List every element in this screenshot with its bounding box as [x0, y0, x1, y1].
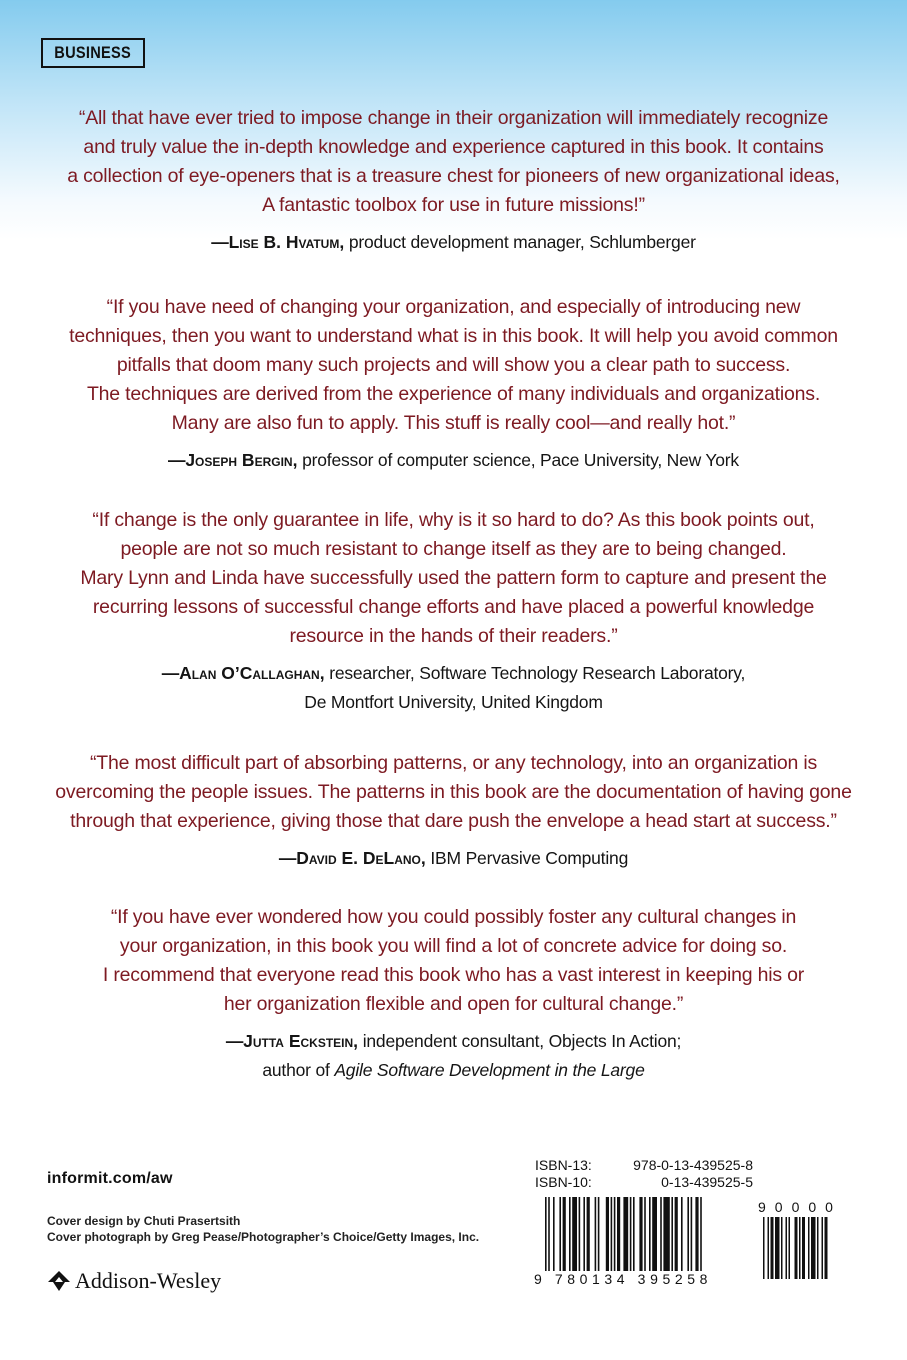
attribution-dash: —	[161, 663, 180, 683]
quote-line: overcoming the people issues. The patterns in this book are the documentation of having gone	[55, 781, 852, 803]
endorser-role: professor of computer science, Pace University, New York	[297, 450, 739, 470]
barcode-bar	[614, 1197, 616, 1271]
endorser-name: Jutta Eckstein,	[243, 1031, 359, 1051]
quote-attribution	[40, 659, 867, 717]
quote-line: The techniques are derived from the experience of many individuals and organizations.	[86, 383, 821, 405]
barcode-bar	[681, 1197, 683, 1271]
isbn-barcode	[531, 1155, 861, 1295]
cover-credits	[47, 1213, 479, 1245]
quote-line: “If you have need of changing your organization, and especially of introducing new	[106, 296, 801, 318]
barcode-bar	[649, 1197, 651, 1271]
barcode-bar	[569, 1197, 571, 1271]
author-of-prefix: author of	[262, 1060, 335, 1080]
endorsement-3	[40, 506, 867, 717]
barcode-bar	[579, 1197, 581, 1271]
barcode-bar	[553, 1197, 555, 1271]
quote-line: and truly value the in-depth knowledge and experience captured in this book. It contains	[83, 136, 824, 158]
endorser-role: independent consultant, Objects In Action;	[358, 1031, 682, 1051]
barcode-bar	[606, 1197, 609, 1271]
quote-line: “If you have ever wondered how you could possibly foster any cultural changes in	[110, 906, 797, 928]
quote-line: I recommend that everyone read this book who has a vast interest in keeping his or	[102, 964, 805, 986]
quote-line: through that experience, giving those that dare push the envelope a head start at success.”	[70, 810, 837, 832]
barcode-bar	[548, 1197, 550, 1279]
quote-line: her organization flexible and open for cultural change.”	[223, 993, 684, 1015]
barcode-main-digits: 9 780134 395258	[534, 1271, 712, 1287]
quote-line: “If change is the only guarantee in life, why is it so hard to do? As this book points out,	[92, 509, 815, 531]
endorser-name: Alan O’Callaghan,	[179, 663, 325, 683]
endorsement-5	[40, 903, 867, 1085]
endorser-role: IBM Pervasive Computing	[425, 848, 629, 868]
quote-attribution	[40, 446, 867, 475]
barcode-bar	[559, 1197, 561, 1271]
barcode-bar	[660, 1197, 662, 1271]
barcode-bar	[811, 1217, 816, 1279]
barcode-bar	[789, 1217, 791, 1279]
endorsement-1	[40, 104, 867, 257]
barcode-bar	[623, 1197, 628, 1279]
barcode-bar	[825, 1217, 828, 1279]
barcode-bar	[817, 1217, 819, 1279]
quote-line: A fantastic toolbox for use in future missions!”	[262, 194, 645, 216]
barcode-bar	[768, 1217, 770, 1279]
cover-design-credit: Cover design by Chuti Prasertsith	[47, 1214, 241, 1228]
quote-line: your organization, in this book you will find a lot of concrete advice for doing so.	[119, 935, 788, 957]
barcode-bar	[671, 1197, 673, 1271]
barcode-bar	[617, 1197, 620, 1279]
category-badge	[41, 38, 145, 68]
endorser-name: David E. DeLano,	[296, 848, 426, 868]
barcode-bar	[572, 1197, 577, 1271]
barcode-bar	[700, 1197, 702, 1279]
quote-line: “The most difficult part of absorbing patterns, or any technology, into an organization is	[89, 752, 818, 774]
endorser-name: Joseph Bergin,	[185, 450, 298, 470]
endorsement-4	[40, 749, 867, 873]
barcode-bar	[611, 1197, 613, 1271]
barcode-bar	[598, 1197, 600, 1271]
barcode-bar	[545, 1197, 547, 1279]
quote-line: Mary Lynn and Linda have successfully used the pattern form to capture and present the	[80, 567, 827, 589]
barcode-bar	[630, 1197, 632, 1271]
barcode-bar	[595, 1197, 597, 1271]
publisher-name: Addison-Wesley	[75, 1268, 222, 1293]
barcode-bar	[663, 1197, 669, 1271]
attribution-dash: —	[211, 232, 229, 252]
barcode-bar	[775, 1217, 780, 1279]
quote-attribution	[40, 1027, 867, 1085]
quote-text	[40, 749, 867, 836]
endorser-role: product development manager, Schlumberger	[344, 232, 696, 252]
barcode-bar	[781, 1217, 783, 1279]
barcode-bar	[639, 1197, 642, 1271]
barcode-bar	[587, 1197, 590, 1271]
category-badge-label: BUSINESS	[54, 43, 132, 62]
quote-line: “All that have ever tried to impose change in their organization will immediately recognize	[78, 107, 829, 129]
barcode-bar	[786, 1217, 788, 1279]
endorser-name: Lise B. Hvatum,	[228, 232, 345, 252]
book-title: Agile Software Development in the Large	[334, 1060, 645, 1080]
quote-line: people are not so much resistant to change itself as they are to being changed.	[120, 538, 787, 560]
quote-text	[40, 293, 867, 438]
barcode-bar	[763, 1217, 765, 1279]
quote-attribution	[40, 228, 867, 257]
isbn13-value: 978-0-13-439525-8	[633, 1157, 753, 1173]
isbn10-value: 0-13-439525-5	[661, 1174, 753, 1190]
quote-attribution	[40, 844, 867, 873]
barcode-bar	[822, 1217, 824, 1279]
barcode-bar	[695, 1197, 698, 1271]
barcode-bar	[802, 1217, 805, 1279]
quote-line: Many are also fun to apply. This stuff is really cool—and really hot.”	[171, 412, 736, 434]
publisher-logo	[47, 1268, 221, 1294]
quote-line: resource in the hands of their readers.”	[289, 625, 618, 647]
quote-line: recurring lessons of successful change efforts and have placed a powerful knowledge	[92, 596, 815, 618]
quote-line: techniques, then you want to understand what is in this book. It will help you avoid common	[69, 325, 838, 347]
endorser-role: researcher, Software Technology Research Laboratory,	[324, 663, 746, 683]
addison-wesley-icon	[47, 1270, 71, 1292]
barcode-bar	[687, 1197, 689, 1271]
attribution-dash: —	[168, 450, 186, 470]
barcode-bar	[799, 1217, 801, 1279]
barcode-bar	[795, 1217, 798, 1279]
endorsement-2	[40, 293, 867, 475]
publisher-url: informit.com/aw	[47, 1170, 173, 1187]
barcode-bar	[563, 1197, 566, 1271]
barcode-bar	[771, 1217, 774, 1279]
barcode-bar	[808, 1217, 810, 1279]
barcode-bar	[652, 1197, 657, 1271]
barcode-bar	[644, 1197, 646, 1271]
isbn10-label: ISBN-10:	[535, 1174, 592, 1190]
quote-text	[40, 506, 867, 651]
barcode-bar	[583, 1197, 585, 1271]
attribution-dash: —	[278, 848, 297, 868]
attribution-dash: —	[225, 1031, 244, 1051]
barcode-addon-digits: 90000	[758, 1199, 842, 1215]
barcode-bar	[675, 1197, 678, 1271]
quote-line: pitfalls that doom many such projects and will show you a clear path to success.	[116, 354, 791, 376]
barcode-bar	[633, 1197, 635, 1271]
quote-line: a collection of eye-openers that is a treasure chest for pioneers of new organizational ideas,	[67, 165, 840, 187]
quote-text	[40, 104, 867, 220]
quote-text	[40, 903, 867, 1019]
endorser-affiliation: De Montfort University, United Kingdom	[304, 692, 603, 712]
barcode-bar	[691, 1197, 693, 1271]
isbn13-label: ISBN-13:	[535, 1157, 592, 1173]
cover-photo-credit: Cover photograph by Greg Pease/Photographer’s Choice/Getty Images, Inc.	[47, 1230, 480, 1244]
